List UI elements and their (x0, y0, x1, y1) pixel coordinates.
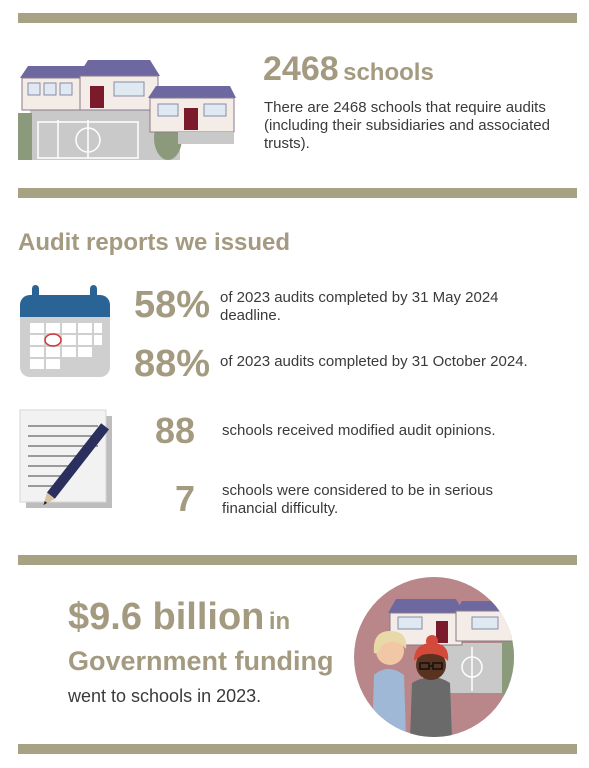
divider-top (18, 13, 577, 23)
divider-bottom (18, 744, 577, 754)
audit-reports-heading: Audit reports we issued (18, 229, 291, 256)
document-pencil-icon (18, 408, 130, 512)
schools-description: There are 2468 schools that require audits (including their subsidiaries and associated trusts). (264, 99, 550, 152)
stat-text-1: of 2023 audits completed by 31 May 2024 deadline. (220, 289, 499, 324)
stat-text-2: of 2023 audits completed by 31 October 2024. (220, 353, 528, 370)
funding-amount-line (68, 596, 290, 639)
calendar-icon (18, 283, 112, 379)
stat-percent-1: 58% (133, 284, 210, 326)
funding-line3: went to schools in 2023. (68, 686, 262, 706)
count-text-2: schools were considered to be in serious financial difficulty. (222, 482, 493, 517)
schools-number: 2468 (263, 50, 339, 88)
school-buildings-icon (18, 58, 238, 164)
people-school-icon (352, 575, 516, 739)
stat-percent-2: 88% (133, 343, 210, 385)
divider-2 (18, 188, 577, 198)
schools-count (263, 50, 563, 92)
funding-amount: $9.6 billion (68, 596, 265, 638)
funding-line2: Government funding (68, 646, 334, 676)
count-text-1: schools received modified audit opinions. (222, 422, 496, 439)
divider-3 (18, 555, 577, 565)
count-value-2: 7 (174, 478, 196, 519)
schools-unit: schools (343, 59, 434, 86)
funding-in: in (268, 608, 291, 635)
count-value-1: 88 (154, 410, 196, 451)
